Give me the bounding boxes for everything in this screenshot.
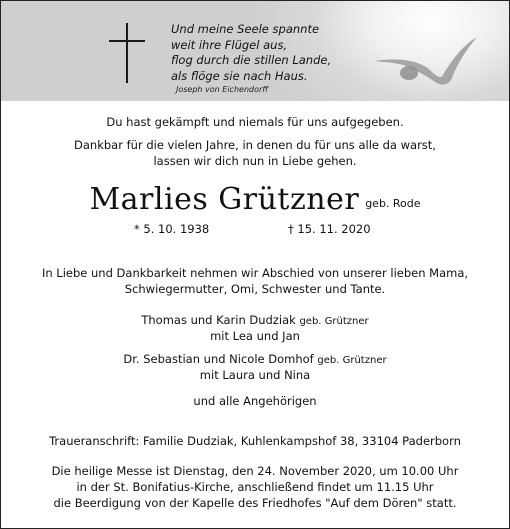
intro-line-2: Dankbar für die vielen Jahre, in denen du für uns alle da warst, [74, 138, 436, 152]
family-1-maiden: geb. Grützner [299, 316, 369, 327]
service-line-2: in der St. Bonifatius-Kirche, anschließend findet um 11.15 Uhr [76, 480, 434, 494]
family-2-maiden: geb. Grützner [317, 355, 387, 366]
name-row [1, 182, 509, 217]
bird-icon [371, 31, 481, 91]
farewell-line-2: Schwiegermutter, Omi, Schwester und Tante. [124, 282, 386, 296]
poem-author: Joseph von Eichendorff [176, 85, 269, 94]
mourning-address: Traueranschrift: Familie Dudziak, Kuhlenkampshof 38, 33104 Paderborn [49, 434, 461, 448]
maiden-name: geb. Rode [365, 197, 421, 210]
poem-line: flog durch die stillen Lande, [171, 53, 332, 67]
service-line-1: Die heilige Messe ist Dienstag, den 24. November 2020, um 10.00 Uhr [51, 464, 459, 478]
cross-icon [109, 23, 145, 83]
other-relatives: und alle Angehörigen [193, 394, 317, 408]
intro-line-3: lassen wir dich nun in Liebe gehen. [153, 154, 357, 168]
poem [171, 22, 331, 84]
service-line-3: die Beerdigung von der Kapelle des Friedhofes "Auf dem Dören" statt. [53, 496, 457, 510]
farewell-line-1: In Liebe und Dankbarkeit nehmen wir Abschied von unserer lieben Mama, [41, 266, 469, 280]
intro-line-1: Du hast gekämpft und niemals für uns aufgegeben. [106, 115, 404, 129]
family-1-children: mit Lea und Jan [210, 329, 300, 343]
family-1-names: Thomas und Karin Dudziak [141, 313, 296, 327]
family-2-names: Dr. Sebastian und Nicole Domhof [123, 352, 314, 366]
poem-line: weit ihre Flügel aus, [171, 37, 288, 52]
poem-line: als flöge sie nach Haus. [171, 68, 308, 83]
poem-line: Und meine Seele spannte [171, 22, 320, 36]
deceased-name: Marlies Grützner [89, 182, 360, 217]
birth-date: * 5. 10. 1938 [134, 222, 210, 236]
death-date: † 15. 11. 2020 [288, 222, 371, 236]
header-image [1, 1, 509, 101]
family-2-children: mit Laura und Nina [199, 368, 311, 382]
